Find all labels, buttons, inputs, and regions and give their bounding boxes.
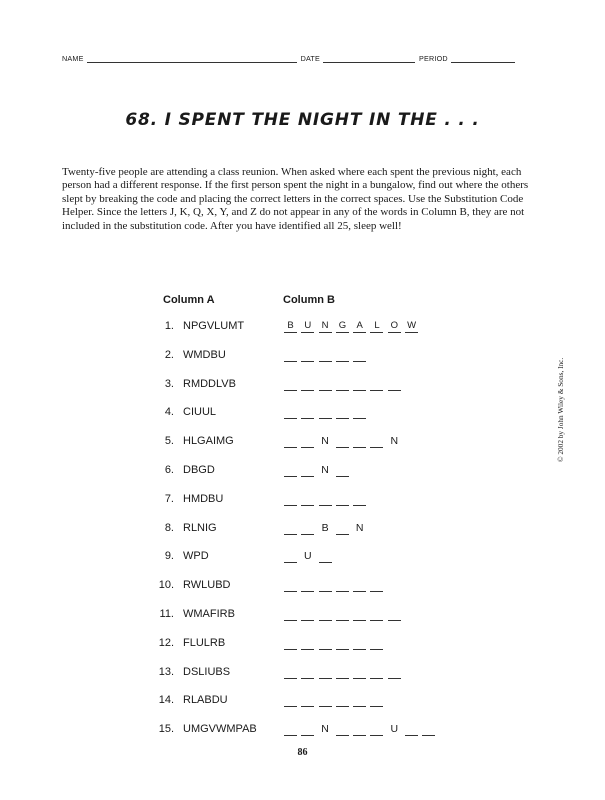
answer-blanks (284, 492, 370, 506)
date-field[interactable] (323, 55, 415, 63)
coded-word: CIUUL (183, 406, 217, 419)
puzzle-row (0, 666, 605, 686)
coded-word: RLNIG (183, 521, 217, 534)
answer-blanks (284, 463, 353, 477)
answer-blank[interactable] (284, 693, 297, 707)
puzzle-row (0, 493, 605, 513)
puzzle-row (0, 637, 605, 657)
answer-blank[interactable] (301, 607, 314, 621)
answer-blank[interactable] (301, 693, 314, 707)
answer-blank[interactable] (301, 434, 314, 448)
answer-blanks (284, 377, 405, 391)
puzzle-row (0, 522, 605, 542)
coded-word: RMDDLVB (183, 377, 236, 390)
answer-letter: G (336, 319, 349, 333)
answer-blank[interactable] (319, 405, 332, 419)
answer-blank[interactable] (301, 377, 314, 391)
answer-blank[interactable] (336, 405, 349, 419)
row-number: 14. (158, 694, 174, 707)
answer-blank[interactable] (353, 578, 366, 592)
answer-blank[interactable] (319, 348, 332, 362)
answer-blanks (284, 521, 370, 535)
answer-blanks (284, 405, 370, 419)
answer-blanks (284, 636, 388, 650)
puzzle-row (0, 694, 605, 714)
puzzle-row (0, 406, 605, 426)
answer-blanks (284, 549, 336, 563)
answer-blank[interactable] (405, 722, 418, 736)
answer-blank[interactable] (370, 578, 383, 592)
answer-blank[interactable] (301, 636, 314, 650)
puzzle-row (0, 464, 605, 484)
answer-blank[interactable] (284, 377, 297, 391)
answer-blank[interactable] (370, 434, 383, 448)
copyright-notice: © 2002 by John Wiley & Sons, Inc. (556, 357, 565, 462)
answer-blank[interactable] (336, 492, 349, 506)
answer-blank[interactable] (301, 405, 314, 419)
answer-blanks (284, 348, 370, 362)
answer-blank[interactable] (319, 636, 332, 650)
answer-blank[interactable] (370, 636, 383, 650)
answer-blank[interactable] (319, 607, 332, 621)
coded-word: WMDBU (183, 348, 226, 361)
answer-letter: L (370, 319, 383, 333)
answer-blank[interactable] (336, 636, 349, 650)
answer-blank[interactable] (388, 665, 401, 679)
answer-blank[interactable] (284, 405, 297, 419)
answer-blanks (284, 319, 422, 333)
row-number: 10. (158, 579, 174, 592)
answer-blank[interactable] (301, 492, 314, 506)
answer-blank[interactable] (284, 722, 297, 736)
answer-blank[interactable] (284, 578, 297, 592)
answer-blank[interactable] (336, 722, 349, 736)
coded-word: RWLUBD (183, 579, 231, 592)
date-label: DATE (300, 54, 321, 63)
row-number: 6. (164, 464, 174, 476)
name-label: NAME (62, 54, 84, 63)
answer-blanks (284, 434, 405, 448)
coded-word: WPD (183, 550, 209, 563)
answer-blank[interactable] (319, 693, 332, 707)
answer-letter: N (321, 435, 329, 448)
name-field[interactable] (87, 55, 297, 63)
row-number: 7. (164, 492, 174, 505)
answer-blank[interactable] (284, 521, 297, 535)
answer-blanks (284, 578, 388, 592)
answer-blanks (284, 693, 388, 707)
row-number: 3. (164, 377, 174, 390)
answer-blank[interactable] (319, 665, 332, 679)
puzzle-row (0, 378, 605, 398)
answer-letter: U (390, 723, 399, 736)
answer-blank[interactable] (319, 492, 332, 506)
coded-word: FLULRB (183, 636, 226, 649)
answer-letter: U (304, 550, 312, 563)
answer-blank[interactable] (284, 607, 297, 621)
row-number: 1. (164, 320, 174, 332)
answer-blank[interactable] (353, 607, 366, 621)
row-number: 2. (164, 348, 174, 361)
answer-blank[interactable] (284, 492, 297, 506)
puzzle-row (0, 349, 605, 369)
answer-letter: W (405, 319, 418, 333)
answer-blank[interactable] (336, 521, 349, 535)
answer-blanks (284, 722, 440, 736)
answer-blank[interactable] (284, 434, 297, 448)
coded-word: WMAFIRB (183, 608, 235, 620)
answer-letter: N (321, 723, 329, 736)
answer-blank[interactable] (301, 665, 314, 679)
answer-blank[interactable] (319, 377, 332, 391)
answer-blank[interactable] (353, 348, 366, 362)
answer-blank[interactable] (284, 549, 297, 563)
puzzle-row (0, 723, 605, 743)
row-number: 5. (164, 435, 174, 448)
answer-blank[interactable] (370, 665, 383, 679)
answer-blank[interactable] (336, 578, 349, 592)
page-title: 68. I SPENT THE NIGHT IN THE . . . (125, 110, 480, 130)
student-info-header (62, 54, 532, 63)
column-b-header: Column B (283, 294, 335, 306)
answer-blank[interactable] (301, 521, 314, 535)
answer-blank[interactable] (353, 492, 366, 506)
answer-blank[interactable] (284, 636, 297, 650)
coded-word: HMDBU (183, 492, 224, 505)
puzzle-row (0, 550, 605, 570)
answer-blank[interactable] (284, 348, 297, 362)
answer-blank[interactable] (336, 463, 349, 477)
row-number: 13. (158, 665, 174, 678)
answer-blank[interactable] (284, 463, 297, 477)
puzzle-row (0, 320, 605, 340)
answer-blanks (284, 665, 405, 679)
answer-blank[interactable] (353, 434, 366, 448)
answer-blank[interactable] (336, 434, 349, 448)
instructions-paragraph: Twenty-five people are attending a class reunion. When asked where each spent the previous night, each person had a different response. If the first person spent the night in a bungalow, find out where the others slept by breaking the code and placing the correct letters in the correct spaces. Use the Substitution Code Helper. Since the letters J, K, Q, X, Y, and Z do not appear in any of the words in Column B, they are not included in the substitution code. After you have identified all 25, sleep well! (62, 166, 529, 232)
answer-blank[interactable] (336, 377, 349, 391)
answer-blank[interactable] (284, 665, 297, 679)
answer-blank[interactable] (353, 722, 366, 736)
answer-blank[interactable] (301, 578, 314, 592)
answer-blank[interactable] (301, 463, 314, 477)
coded-word: RLABDU (183, 694, 228, 707)
answer-letter: U (301, 319, 314, 333)
answer-blank[interactable] (319, 549, 332, 563)
answer-letter: A (353, 319, 366, 333)
answer-blank[interactable] (370, 693, 383, 707)
answer-blanks (284, 607, 405, 621)
answer-blank[interactable] (422, 722, 435, 736)
row-number: 11. (159, 608, 174, 620)
row-number: 9. (164, 550, 174, 563)
answer-blank[interactable] (370, 722, 383, 736)
answer-blank[interactable] (336, 665, 349, 679)
answer-blank[interactable] (301, 348, 314, 362)
answer-blank[interactable] (301, 722, 314, 736)
answer-letter: B (321, 521, 329, 534)
coded-word: DSLIUBS (183, 665, 231, 678)
answer-blank[interactable] (319, 578, 332, 592)
puzzle-row (0, 608, 605, 628)
answer-blank[interactable] (370, 377, 383, 391)
answer-blank[interactable] (353, 636, 366, 650)
column-a-header: Column A (163, 294, 215, 306)
coded-word: UMGVWMPAB (183, 723, 257, 736)
answer-letter: B (284, 319, 297, 333)
coded-word: HLGAIMG (183, 435, 234, 448)
answer-letter: N (319, 319, 332, 333)
puzzle-row (0, 579, 605, 599)
row-number: 8. (164, 521, 174, 534)
row-number: 12. (158, 636, 174, 649)
coded-word: NPGVLUMT (183, 320, 245, 332)
answer-letter: O (388, 319, 401, 333)
answer-blank[interactable] (353, 665, 366, 679)
puzzle-row (0, 435, 605, 455)
answer-blank[interactable] (353, 377, 366, 391)
answer-blank[interactable] (353, 405, 366, 419)
answer-blank[interactable] (370, 607, 383, 621)
coded-word: DBGD (183, 464, 215, 476)
row-number: 15. (158, 723, 174, 736)
answer-blank[interactable] (388, 607, 401, 621)
answer-letter: N (390, 435, 399, 448)
answer-letter: N (355, 521, 364, 534)
answer-blank[interactable] (353, 693, 366, 707)
period-field[interactable] (451, 55, 515, 63)
row-number: 4. (164, 406, 174, 419)
answer-blank[interactable] (336, 607, 349, 621)
answer-letter: N (321, 464, 329, 476)
answer-blank[interactable] (336, 693, 349, 707)
answer-blank[interactable] (388, 377, 401, 391)
answer-blank[interactable] (336, 348, 349, 362)
period-label: PERIOD (419, 54, 448, 63)
page-number: 86 (297, 747, 308, 758)
